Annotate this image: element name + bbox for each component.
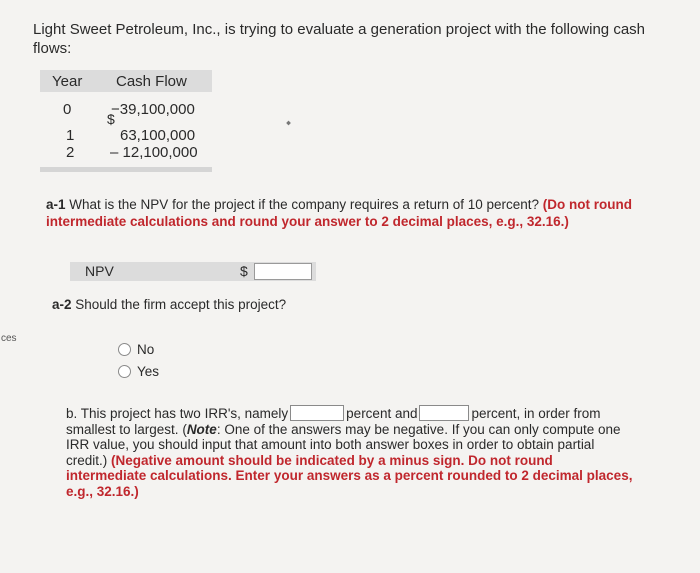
npv-input[interactable] bbox=[254, 263, 312, 280]
cash-flow-cell: 63,100,000 bbox=[120, 127, 196, 144]
irr-input-1[interactable] bbox=[290, 405, 344, 421]
radio-circle-icon[interactable] bbox=[118, 343, 131, 356]
side-panel-label: ces bbox=[1, 333, 17, 344]
question-b-prefix: b. This project has two IRR's, namely bbox=[66, 406, 289, 421]
question-instruction: (Do not round intermediate calculations and round your answer to 2 decimal places, e.g., 32.16.) bbox=[46, 197, 633, 229]
year-header: Year bbox=[52, 73, 83, 90]
question-b-after: percent, in order from smallest to largest. bbox=[66, 406, 601, 437]
radio-option-no[interactable] bbox=[118, 342, 154, 357]
note-text: : One of the answers may be negative. If you can only compute one IRR value, you should input that amount into both answer boxes in order to obtain partial credit.) bbox=[66, 421, 621, 468]
question-number: a-2 bbox=[52, 297, 72, 312]
radio-label: No bbox=[137, 342, 155, 357]
question-text: Should the firm accept this project? bbox=[75, 297, 287, 312]
npv-answer-row bbox=[70, 262, 316, 281]
question-text: What is the NPV for the project if the company requires a return of 10 percent? bbox=[69, 197, 540, 212]
year-cell: 1 bbox=[66, 127, 75, 144]
question-b-instruction: (Negative amount should be indicated by a minus sign. Do not round intermediate calculations. Enter your answers as a percent rounded to 2 decimal places, e.g., 32.16.) bbox=[66, 452, 633, 499]
problem-intro: Light Sweet Petroleum, Inc., is trying to evaluate a generation project with the following cash flows: bbox=[33, 21, 646, 57]
cash-flow-cell: – 12,100,000 bbox=[110, 144, 198, 161]
cash-flow-table bbox=[40, 70, 212, 172]
question-a1 bbox=[46, 196, 646, 230]
question-b bbox=[66, 405, 634, 499]
table-footer-rule bbox=[40, 167, 212, 172]
irr-input-2[interactable] bbox=[419, 405, 469, 421]
radio-circle-icon[interactable] bbox=[118, 365, 131, 378]
cash-flow-header: Cash Flow bbox=[116, 73, 187, 90]
note-open: ( bbox=[182, 421, 187, 437]
mouse-cursor-icon: ⬩ bbox=[286, 114, 292, 130]
year-cell: 0 bbox=[63, 101, 72, 118]
currency-symbol: $ bbox=[107, 111, 115, 127]
table-header bbox=[40, 70, 212, 92]
note-label: Note bbox=[186, 421, 217, 437]
npv-currency: $ bbox=[240, 263, 248, 279]
cash-flow-cell: −39,100,000 bbox=[111, 101, 195, 118]
npv-label: NPV bbox=[85, 263, 114, 279]
question-b-between: percent and bbox=[346, 406, 418, 421]
radio-option-yes[interactable] bbox=[118, 364, 159, 379]
radio-label: Yes bbox=[137, 364, 160, 379]
year-cell: 2 bbox=[66, 144, 75, 161]
question-number: a-1 bbox=[46, 197, 66, 212]
question-a2 bbox=[52, 296, 286, 313]
